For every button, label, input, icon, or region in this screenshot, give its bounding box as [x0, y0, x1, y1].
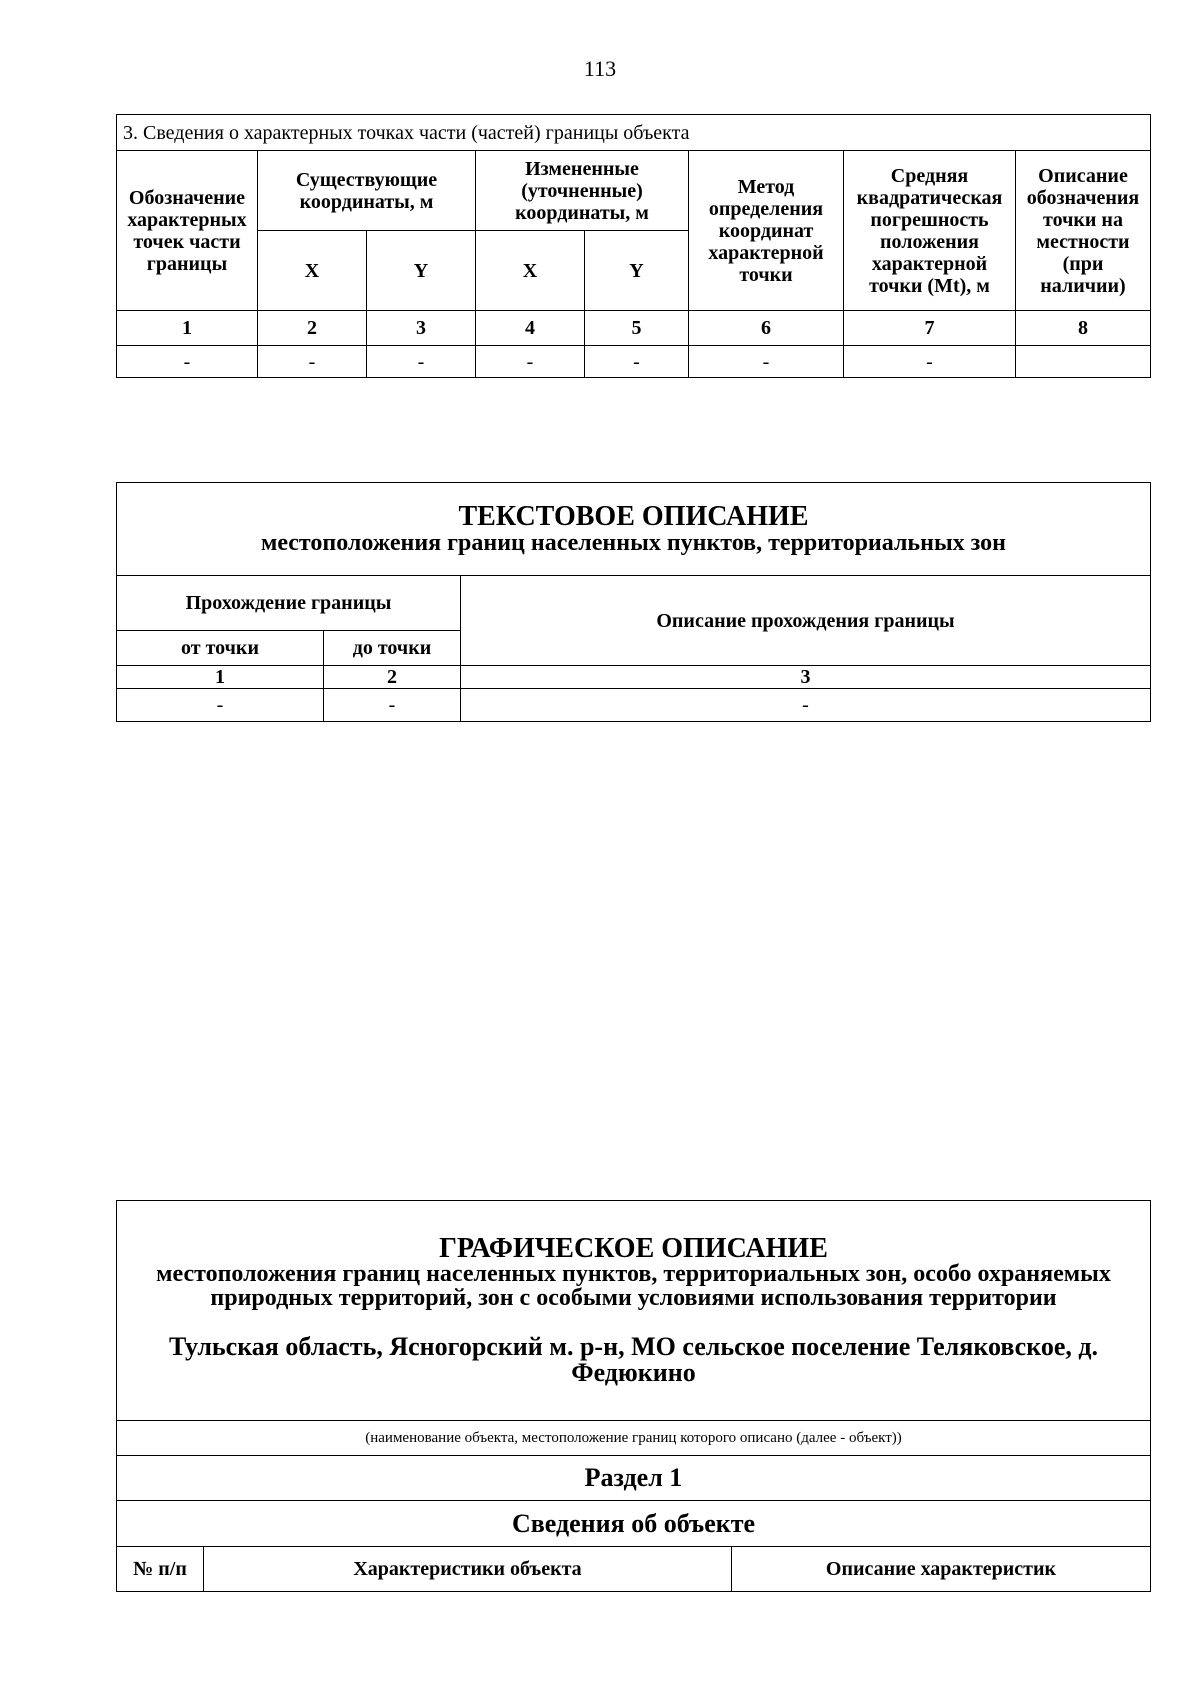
- header-x-existing: X: [258, 231, 367, 311]
- header-y-existing: Y: [367, 231, 476, 311]
- column-number: 1: [117, 666, 324, 689]
- header-changed-coordinates: Измененные (уточненные) координаты, м: [476, 151, 689, 231]
- header-from-point: от точки: [117, 631, 324, 666]
- column-number: 2: [324, 666, 461, 689]
- table-cell: -: [117, 346, 258, 378]
- text-description-table: [116, 482, 1151, 722]
- column-number: 7: [844, 311, 1016, 346]
- table-cell: -: [461, 689, 1151, 722]
- graphical-description-table: [116, 1200, 1151, 1592]
- table-cell: -: [585, 346, 689, 378]
- text-description-subtitle: местоположения границ населенных пунктов, территориальных зон: [260, 530, 1007, 556]
- page-number: 113: [583, 56, 617, 81]
- header-border-passage: Прохождение границы: [117, 576, 461, 631]
- graphical-description-subtitle: местоположения границ населенных пунктов, территориальных зон, особо охраняемых природных территорий, зон с особыми условиями использования территории: [156, 1260, 1111, 1311]
- table-cell: -: [689, 346, 844, 378]
- table-cell: -: [258, 346, 367, 378]
- table-caption: 3. Сведения о характерных точках части (частей) границы объекта: [117, 115, 1151, 151]
- column-number: 4: [476, 311, 585, 346]
- text-description-title: ТЕКСТОВОЕ ОПИСАНИЕ: [458, 501, 809, 532]
- text-description-header: [117, 483, 1151, 576]
- column-number: 5: [585, 311, 689, 346]
- header-passage-description: Описание прохождения границы: [461, 576, 1151, 666]
- column-number: 3: [461, 666, 1151, 689]
- header-to-point: до точки: [324, 631, 461, 666]
- header-object-characteristics: Характеристики объекта: [204, 1547, 732, 1592]
- table-cell: -: [117, 689, 324, 722]
- table-cell: -: [367, 346, 476, 378]
- header-designation: Обозначение характерных точек части границы: [117, 151, 258, 311]
- column-number: 3: [367, 311, 476, 346]
- section-number: Раздел 1: [117, 1456, 1151, 1501]
- table-cell: -: [844, 346, 1016, 378]
- column-number: 8: [1016, 311, 1151, 346]
- graphical-description-header: [117, 1201, 1151, 1421]
- column-number: 2: [258, 311, 367, 346]
- table-cell: -: [324, 689, 461, 722]
- header-row-number: № п/п: [117, 1547, 204, 1592]
- characteristic-points-table: [116, 114, 1151, 378]
- graphical-description-title: ГРАФИЧЕСКОЕ ОПИСАНИЕ: [439, 1232, 828, 1264]
- header-point-description: Описание обозначения точки на местности (при наличии): [1016, 151, 1151, 311]
- header-y-changed: Y: [585, 231, 689, 311]
- section-title: Сведения об объекте: [117, 1501, 1151, 1547]
- header-x-changed: X: [476, 231, 585, 311]
- header-existing-coordinates: Существующие координаты, м: [258, 151, 476, 231]
- header-characteristics-description: Описание характеристик: [732, 1547, 1151, 1592]
- table-cell: -: [476, 346, 585, 378]
- header-method: Метод определения координат характерной точки: [689, 151, 844, 311]
- header-mean-error: Средняя квадратическая погрешность положения характерной точки (Mt), м: [844, 151, 1016, 311]
- table-cell: [1016, 346, 1151, 378]
- object-name-note: (наименование объекта, местоположение границ которого описано (далее - объект)): [117, 1421, 1151, 1456]
- object-location: Тульская область, Ясногорский м. р-н, МО сельское поселение Теляковское, д. Федюкино: [168, 1331, 1099, 1387]
- column-number: 1: [117, 311, 258, 346]
- column-number: 6: [689, 311, 844, 346]
